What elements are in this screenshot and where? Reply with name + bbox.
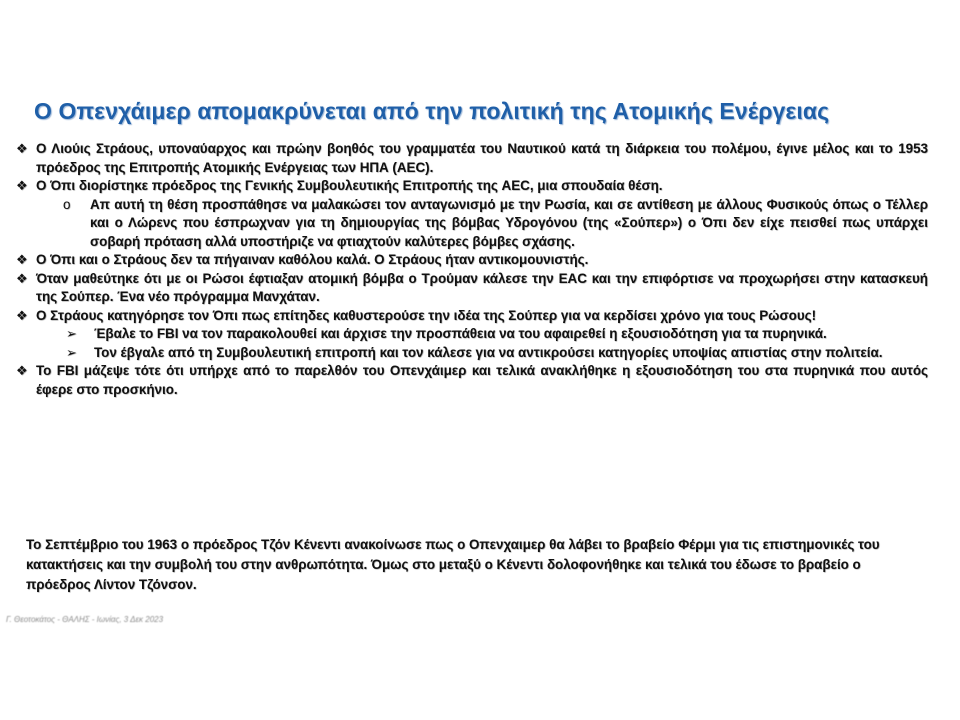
bullet-item	[14, 307, 928, 326]
bullet-item	[14, 270, 928, 307]
bullet-text: Έβαλε το FBI να τον παρακολουθεί και άρχισε την προσπάθεια να του αφαιρεθεί η εξουσιοδότηση για τα πυρηνικά.	[94, 326, 827, 341]
bullet-text: Ο Στράους κατηγόρησε τον Όπι πως επίτηδες καθυστερούσε την ιδέα της Σούπερ για να κερδίσει χρόνο για τους Ρώσους!	[36, 307, 817, 323]
bullet-item	[14, 362, 928, 399]
slide-title: Ο Οπενχάιμερ απομακρύνεται από την πολιτική της Ατομικής Ενέργειας	[34, 98, 830, 124]
arrow-bullet-icon: ➢	[66, 344, 77, 360]
diamond-bullet-icon: ❖	[16, 270, 28, 286]
diamond-bullet-icon: ❖	[16, 178, 28, 193]
arrow-bullet-icon: ➢	[66, 326, 77, 341]
diamond-bullet-icon: ❖	[16, 141, 28, 156]
bullet-item	[14, 177, 928, 196]
sub-bullet-item	[14, 325, 928, 344]
bullet-text: Το FBI μάζεψε τότε ότι υπήρχε από το παρελθόν του Οπενχάιμερ και τελικά ανακλήθηκε η εξουσιοδότηση του στα πυρηνικά που αυτός έφερε στο προσκήνιο.	[36, 363, 928, 397]
bullet-text: Όταν μαθεύτηκε ότι με οι Ρώσοι έφτιαξαν ατομική βόμβα ο Τρούμαν κάλεσε την ΕΑC και την επιφόρτισε να προχωρήσει στην κατασκευή της Σούπερ. Ένα νέο πρόγραμμα Μανχάταν.	[36, 270, 928, 304]
bullet-item	[14, 140, 928, 177]
bullet-text: Απ αυτή τη θέση προσπάθησε να μαλακώσει τον ανταγωνισμό με την Ρωσία, και σε αντίθεση με άλλους Φυσικούς όπως ο Τέλλερ και ο Λώρενς που έσπρωχναν για τη δημιουργίας της βόμβας Υδρογόνου (της «Σούπερ») ο Όπι δεν είχε πεισθεί πως υπάρχει σοβαρή πρόταση αλλά υποστήριζε να φτιαχτούν καλύτερες βόμβες σχάσης.	[90, 196, 928, 249]
diamond-bullet-icon: ❖	[16, 307, 28, 323]
bullet-text: Τον έβγαλε από τη Συμβουλευτική επιτροπή και τον κάλεσε για να αντικρούσει κατηγορίες υποψίας απιστίας στην πολιτεία.	[94, 344, 883, 360]
sub-bullet-item	[14, 344, 928, 363]
bullet-text: Ο Όπι και ο Στράους δεν τα πήγαιναν καθόλου καλά. Ο Στράους ήταν αντικομουνιστής.	[36, 252, 589, 267]
bullet-text: Ο Όπι διορίστηκε πρόεδρος της Γενικής Συμβουλευτικής Επιτροπής της AEC, μια σπουδαία θέση.	[36, 178, 663, 193]
diamond-bullet-icon: ❖	[16, 252, 28, 267]
bullet-list	[14, 140, 928, 399]
closing-note: Το Σεπτέμβριο του 1963 ο πρόεδρος Τζόν Κένεντι ανακοίνωσε πως ο Οπενχαιμερ θα λάβει το βραβείο Φέρμι για τις επιστημονικές του κατακτήσεις και την συμβολή του στην ανθρωπότητα. Όμως στο μεταξύ ο Κένεντι δολοφονήθηκε και τελικά του έδωσε το βραβείο ο πρόεδρος Λίντον Τζόνσον.	[26, 537, 880, 592]
slide-footer: Γ. Θεοτοκάτος - ΘΑΛΗΣ - Ιωνίας, 3 Δεκ 2023	[6, 615, 164, 624]
diamond-bullet-icon: ❖	[16, 363, 28, 378]
bullet-text: Ο Λιούις Στράους, υποναύαρχος και πρώην βοηθός του γραμματέα του Ναυτικού κατά τη διάρκεια του πολέμου, έγινε μέλος και το 1953 πρόεδρος της Επιτροπής Ατομικής Ενέργειας των ΗΠΑ (AEC).	[36, 141, 928, 175]
bullet-item	[14, 251, 928, 270]
circle-bullet-icon: o	[63, 196, 71, 212]
sub-bullet-item	[14, 196, 928, 252]
